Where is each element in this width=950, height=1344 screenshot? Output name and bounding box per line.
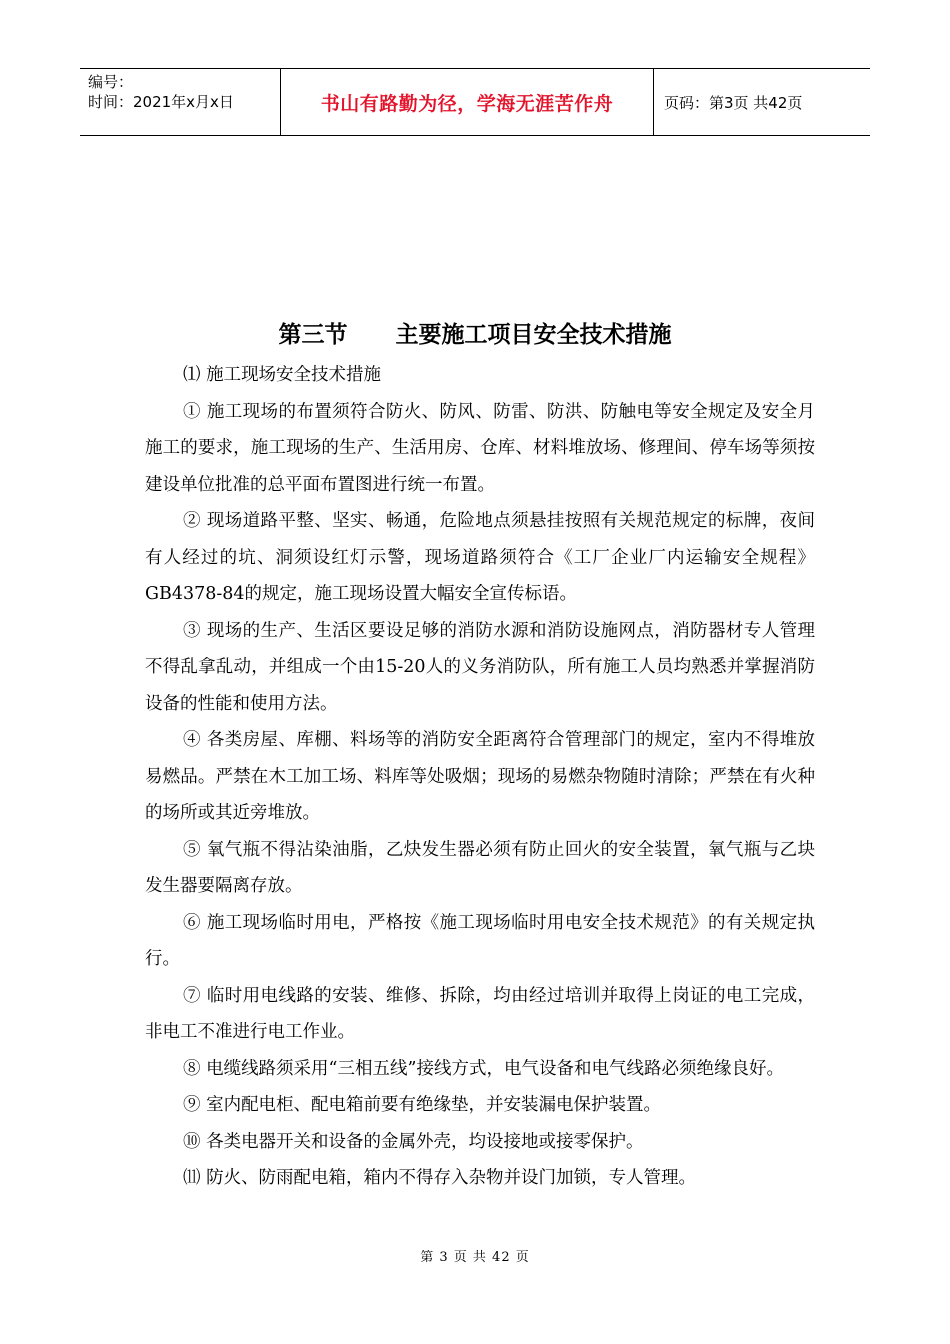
- paragraph: ⑤ 氧气瓶不得沾染油脂，乙炔发生器必须有防止回火的安全装置，氧气瓶与乙块发生器要隔离存放。: [145, 839, 815, 896]
- header-motto-cell: [280, 69, 654, 135]
- header-page-info: 页码：第3页 共42页: [664, 93, 803, 112]
- document-header: [80, 68, 870, 136]
- header-motto: 书山有路勤为径，学海无涯苦作舟: [320, 92, 614, 115]
- header-meta: [88, 72, 234, 112]
- paragraph: ⑴ 施工现场安全技术措施: [183, 365, 382, 385]
- paragraph: ① 施工现场的布置须符合防火、防风、防雷、防洪、防触电等安全规定及安全月施工的要求，施工现场的生产、生活用房、仓库、材料堆放场、修理间、停车场等须按建设单位批准的总平面布置图进行统一布置。: [145, 401, 815, 495]
- paragraph: ⑩ 各类电器开关和设备的金属外壳，均设接地或接零保护。: [183, 1131, 644, 1152]
- paragraph: ③ 现场的生产、生活区要设足够的消防水源和消防设施网点，消防器材专人管理不得乱拿乱动，并组成一个由15-20人的义务消防队，所有施工人员均熟悉并掌握消防设备的性能和使用方法。: [145, 620, 815, 714]
- paragraph: ⑥ 施工现场临时用电，严格按《施工现场临时用电安全技术规范》的有关规定执行。: [145, 912, 815, 969]
- paragraph: ④ 各类房屋、库棚、料场等的消防安全距离符合管理部门的规定，室内不得堆放易燃品。严禁在木工加工场、料库等处吸烟；现场的易燃杂物随时清除；严禁在有火种的场所或其近旁堆放。: [145, 730, 815, 823]
- paragraph: ⑦ 临时用电线路的安装、维修、拆除，均由经过培训并取得上岗证的电工完成，非电工不准进行电工作业。: [145, 985, 815, 1042]
- section-title: 第三节 主要施工项目安全技术措施: [278, 322, 672, 348]
- paragraph: ⑾ 防火、防雨配电箱，箱内不得存入杂物并设门加锁，专人管理。: [183, 1168, 697, 1188]
- paragraph: ② 现场道路平整、坚实、畅通，危险地点须悬挂按照有关规范规定的标牌，夜间有人经过的坑、洞须设红灯示警，现场道路须符合《工厂企业厂内运输安全规程》GB4378-84的规定，施工现场设置大幅安全宣传标语。: [145, 511, 815, 604]
- paragraph: ⑨ 室内配电柜、配电箱前要有绝缘垫，并安装漏电保护装置。: [183, 1095, 662, 1115]
- document-body: [145, 357, 815, 1197]
- page-footer: 第 3 页 共 42 页: [420, 1250, 530, 1265]
- document-date: 时间：2021年x月x日: [88, 93, 234, 111]
- document-number-label: 编号：: [88, 73, 134, 91]
- paragraph: ⑧ 电缆线路须采用“三相五线”接线方式，电气设备和电气线路必须绝缘良好。: [183, 1058, 784, 1079]
